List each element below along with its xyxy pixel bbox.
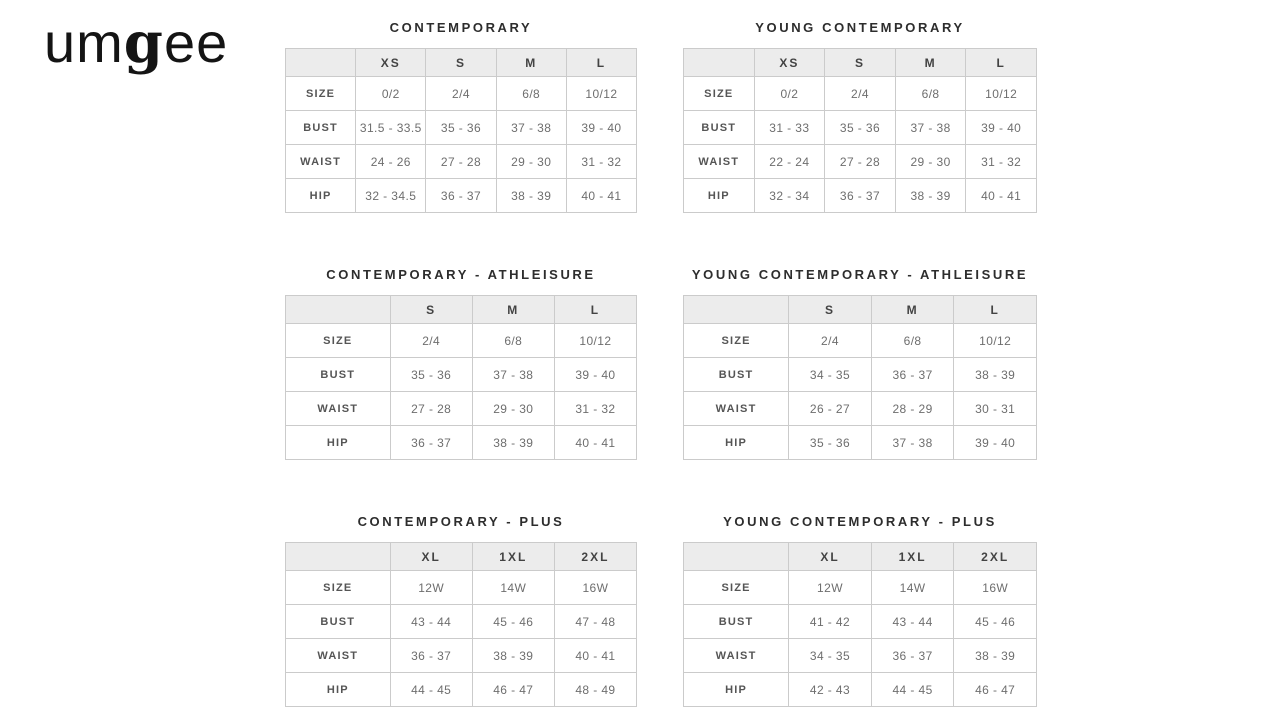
cell-value: 12W [390,571,472,605]
cell-value: 29 - 30 [472,392,554,426]
cell-value: 35 - 36 [390,358,472,392]
cell-value: 14W [472,571,554,605]
column-header: S [825,49,896,77]
table-row [684,673,1037,707]
size-table-contemporary [285,48,637,213]
table-row [286,324,637,358]
section-contemporary-athleisure [285,265,637,460]
row-label: BUST [286,111,356,145]
column-header: S [426,49,496,77]
cell-value: 14W [871,571,954,605]
table-row [286,426,637,460]
cell-value: 2/4 [825,77,896,111]
cell-value: 10/12 [554,324,636,358]
chart-title-young-contemporary: YOUNG CONTEMPORARY [755,20,965,35]
column-header: L [554,296,636,324]
header-row [684,49,1037,77]
cell-value: 47 - 48 [554,605,636,639]
left-chart-column [285,0,637,707]
section-contemporary [285,0,637,213]
size-table-young-contemporary-athleisure [683,295,1037,460]
row-label: HIP [684,673,789,707]
cell-value: 40 - 41 [554,426,636,460]
row-label: WAIST [286,639,391,673]
cell-value: 48 - 49 [554,673,636,707]
column-header: M [472,296,554,324]
row-label: SIZE [286,571,391,605]
size-table-young-contemporary [683,48,1037,213]
cell-value: 2/4 [789,324,872,358]
header-row [286,543,637,571]
column-header: S [789,296,872,324]
row-label: SIZE [684,571,789,605]
cell-value: 6/8 [871,324,954,358]
row-label: SIZE [684,77,755,111]
table-row [286,392,637,426]
row-label: BUST [684,111,755,145]
header-row [684,543,1037,571]
section-young-contemporary [683,0,1037,213]
cell-value: 0/2 [754,77,825,111]
chart-title-young-contemporary-plus: YOUNG CONTEMPORARY - PLUS [723,514,997,529]
section-young-contemporary-athleisure [683,265,1037,460]
cell-value: 36 - 37 [825,179,896,213]
cell-value: 36 - 37 [871,639,954,673]
row-label: HIP [684,426,789,460]
cell-value: 34 - 35 [789,639,872,673]
table-row [286,358,637,392]
column-header: XL [390,543,472,571]
cell-value: 37 - 38 [472,358,554,392]
brand-logo [44,10,229,76]
row-label: SIZE [286,77,356,111]
cell-value: 45 - 46 [472,605,554,639]
row-label: BUST [684,358,789,392]
cell-value: 36 - 37 [426,179,496,213]
chart-title-contemporary-athleisure: CONTEMPORARY - ATHLEISURE [326,267,596,282]
cell-value: 40 - 41 [554,639,636,673]
cell-value: 16W [554,571,636,605]
cell-value: 46 - 47 [472,673,554,707]
cell-value: 35 - 36 [825,111,896,145]
cell-value: 39 - 40 [566,111,636,145]
cell-value: 31 - 32 [966,145,1037,179]
cell-value: 40 - 41 [966,179,1037,213]
row-label: HIP [286,426,391,460]
table-row [684,324,1037,358]
corner-cell [286,49,356,77]
cell-value: 40 - 41 [566,179,636,213]
column-header: M [895,49,966,77]
cell-value: 39 - 40 [954,426,1037,460]
cell-value: 35 - 36 [426,111,496,145]
table-row [286,145,637,179]
cell-value: 29 - 30 [496,145,566,179]
size-table-young-contemporary-plus [683,542,1037,707]
column-header: M [496,49,566,77]
cell-value: 36 - 37 [871,358,954,392]
corner-cell [286,296,391,324]
cell-value: 38 - 39 [472,426,554,460]
row-label: BUST [684,605,789,639]
table-row [286,639,637,673]
column-header: XS [754,49,825,77]
table-row [684,605,1037,639]
cell-value: 2/4 [390,324,472,358]
cell-value: 38 - 39 [895,179,966,213]
cell-value: 31.5 - 33.5 [356,111,426,145]
cell-value: 38 - 39 [472,639,554,673]
section-contemporary-plus [285,512,637,707]
row-label: WAIST [286,392,391,426]
cell-value: 34 - 35 [789,358,872,392]
table-row [684,179,1037,213]
column-header: XS [356,49,426,77]
cell-value: 31 - 32 [566,145,636,179]
table-row [286,673,637,707]
right-chart-column [683,0,1037,707]
cell-value: 43 - 44 [390,605,472,639]
table-row [684,111,1037,145]
column-header: 1XL [871,543,954,571]
row-label: BUST [286,605,391,639]
cell-value: 37 - 38 [496,111,566,145]
corner-cell [684,543,789,571]
cell-value: 45 - 46 [954,605,1037,639]
row-label: HIP [286,673,391,707]
table-row [684,77,1037,111]
row-label: SIZE [684,324,789,358]
cell-value: 27 - 28 [390,392,472,426]
cell-value: 27 - 28 [825,145,896,179]
column-header: 2XL [554,543,636,571]
cell-value: 6/8 [895,77,966,111]
table-row [684,639,1037,673]
table-row [286,571,637,605]
cell-value: 10/12 [566,77,636,111]
column-header: L [954,296,1037,324]
cell-value: 39 - 40 [554,358,636,392]
cell-value: 46 - 47 [954,673,1037,707]
cell-value: 0/2 [356,77,426,111]
cell-value: 6/8 [496,77,566,111]
table-row [286,605,637,639]
cell-value: 38 - 39 [954,358,1037,392]
size-table-contemporary-plus [285,542,637,707]
row-label: SIZE [286,324,391,358]
table-row [684,358,1037,392]
table-row [286,111,637,145]
cell-value: 42 - 43 [789,673,872,707]
corner-cell [684,49,755,77]
table-row [684,426,1037,460]
cell-value: 35 - 36 [789,426,872,460]
cell-value: 27 - 28 [426,145,496,179]
cell-value: 44 - 45 [871,673,954,707]
cell-value: 10/12 [966,77,1037,111]
cell-value: 16W [954,571,1037,605]
header-row [684,296,1037,324]
cell-value: 37 - 38 [895,111,966,145]
cell-value: 12W [789,571,872,605]
cell-value: 41 - 42 [789,605,872,639]
cell-value: 38 - 39 [496,179,566,213]
row-label: WAIST [286,145,356,179]
logo-text-g: g [123,10,164,76]
corner-cell [286,543,391,571]
column-header: XL [789,543,872,571]
section-young-contemporary-plus [683,512,1037,707]
cell-value: 32 - 34.5 [356,179,426,213]
row-label: WAIST [684,145,755,179]
cell-value: 31 - 33 [754,111,825,145]
chart-title-contemporary: CONTEMPORARY [389,20,533,35]
cell-value: 36 - 37 [390,639,472,673]
header-row [286,296,637,324]
chart-title-young-contemporary-athleisure: YOUNG CONTEMPORARY - ATHLEISURE [691,267,1029,282]
logo-text-um: um [44,11,124,74]
column-header: L [566,49,636,77]
cell-value: 2/4 [426,77,496,111]
cell-value: 44 - 45 [390,673,472,707]
cell-value: 6/8 [472,324,554,358]
corner-cell [684,296,789,324]
cell-value: 32 - 34 [754,179,825,213]
table-row [286,77,637,111]
cell-value: 30 - 31 [954,392,1037,426]
cell-value: 24 - 26 [356,145,426,179]
cell-value: 36 - 37 [390,426,472,460]
logo-text-ee: ee [163,11,229,74]
size-table-contemporary-athleisure [285,295,637,460]
row-label: WAIST [684,392,789,426]
row-label: HIP [684,179,755,213]
row-label: HIP [286,179,356,213]
cell-value: 31 - 32 [554,392,636,426]
column-header: 1XL [472,543,554,571]
cell-value: 26 - 27 [789,392,872,426]
cell-value: 37 - 38 [871,426,954,460]
table-row [684,571,1037,605]
header-row [286,49,637,77]
column-header: M [871,296,954,324]
table-row [286,179,637,213]
cell-value: 38 - 39 [954,639,1037,673]
cell-value: 39 - 40 [966,111,1037,145]
cell-value: 43 - 44 [871,605,954,639]
chart-title-contemporary-plus: CONTEMPORARY - PLUS [357,514,565,529]
cell-value: 10/12 [954,324,1037,358]
column-header: L [966,49,1037,77]
column-header: 2XL [954,543,1037,571]
cell-value: 28 - 29 [871,392,954,426]
table-row [684,392,1037,426]
row-label: WAIST [684,639,789,673]
cell-value: 29 - 30 [895,145,966,179]
table-row [684,145,1037,179]
row-label: BUST [286,358,391,392]
cell-value: 22 - 24 [754,145,825,179]
column-header: S [390,296,472,324]
